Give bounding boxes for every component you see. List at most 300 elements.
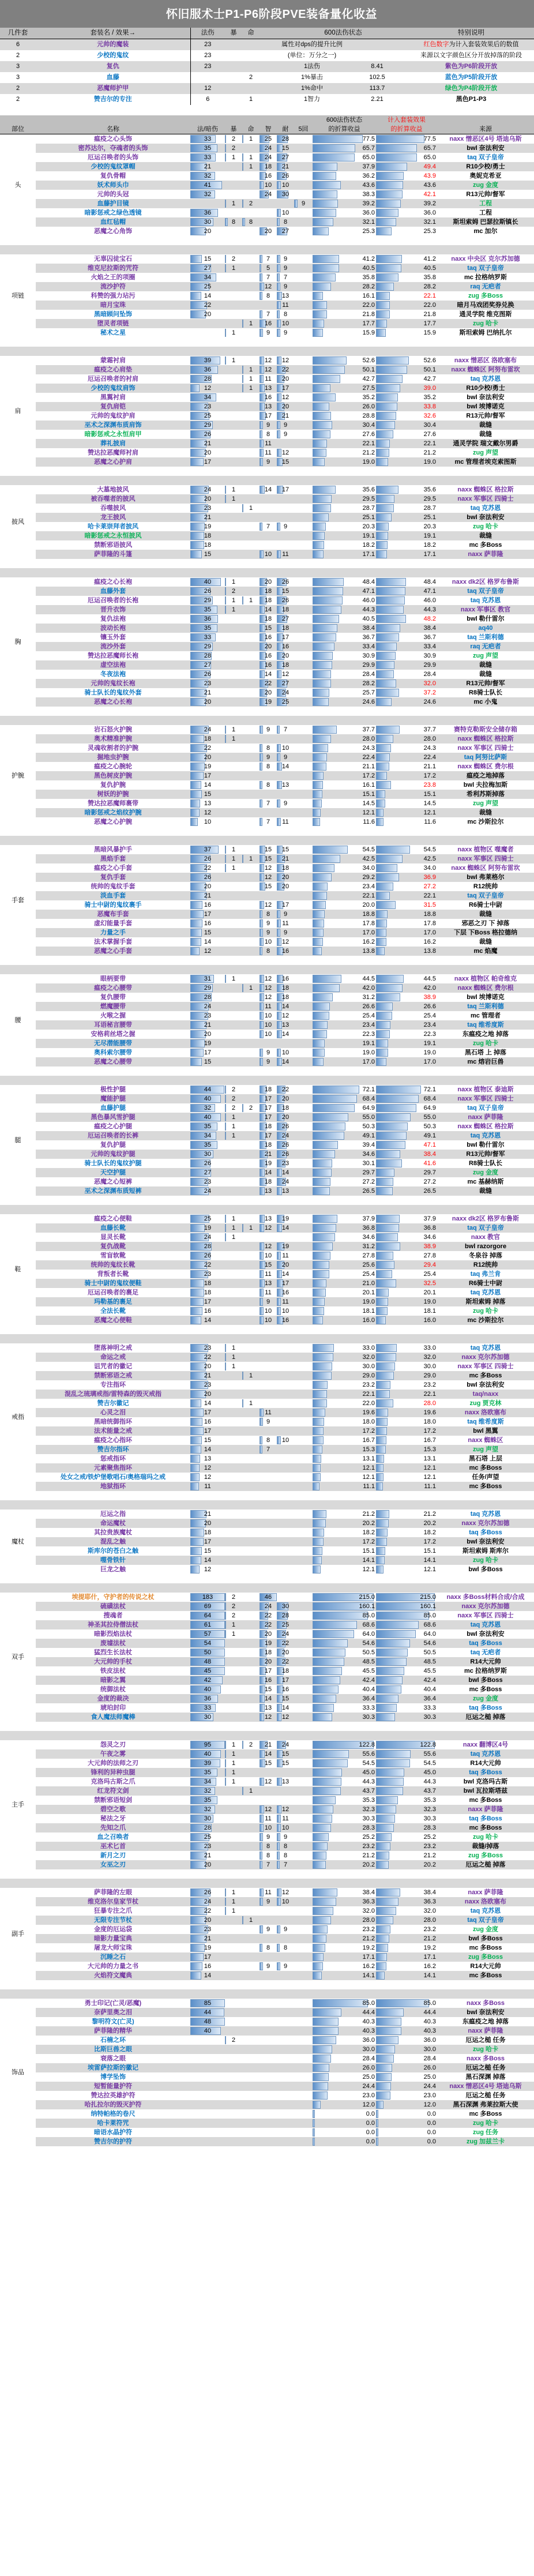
item-name[interactable]: 恶魔之心便鞋	[36, 1316, 190, 1325]
item-int	[260, 2128, 277, 2137]
item-name[interactable]: 维克尼拉斯的咒符	[36, 264, 190, 273]
item-name[interactable]: 赞达拉恶魔师裹带	[36, 799, 190, 808]
item-name[interactable]: 冬夜法袍	[36, 670, 190, 679]
item-name[interactable]: 背叛者长靴	[36, 1270, 190, 1279]
item-hit	[242, 1777, 260, 1786]
item-name[interactable]: 血红毡帽	[36, 217, 190, 227]
item-hit	[242, 2045, 260, 2054]
item-name[interactable]: 显灵长靴	[36, 1233, 190, 1242]
table-row	[0, 624, 534, 633]
item-name[interactable]: 纳特帕格的卷尺	[36, 2109, 190, 2119]
item-name[interactable]: 噬骨铁针	[36, 1556, 190, 1565]
item-name[interactable]: 黑暗统御指环	[36, 1417, 190, 1426]
table-row	[0, 2017, 534, 2026]
item-name[interactable]: 萨菲隆的精华	[36, 2026, 190, 2036]
item-spelldmg: 17	[190, 771, 225, 780]
item-name[interactable]: 斯库尔的苍白之触	[36, 1546, 190, 1556]
item-name[interactable]: 法术能量之戒	[36, 1426, 190, 1436]
item-gain-base: 21.2	[313, 1851, 376, 1860]
item-name[interactable]: 掘地虫护腕	[36, 753, 190, 762]
item-name[interactable]: 命运魔杖	[36, 1519, 190, 1528]
item-hit	[242, 882, 260, 891]
item-name[interactable]: 无限专注节杖	[36, 1916, 190, 1925]
item-name[interactable]: 赞吉尔徽记	[36, 1399, 190, 1408]
item-name[interactable]: 禁断邪语短剑	[36, 1796, 190, 1805]
item-name[interactable]: 血藤护腿	[36, 1103, 190, 1113]
item-name[interactable]: 克洛玛古斯之爪	[36, 1777, 190, 1786]
item-name[interactable]: 瘟疫之心护腿	[36, 1122, 190, 1131]
item-name[interactable]: 奥术精准护腕	[36, 734, 190, 743]
item-gain-base: 38.4	[313, 1888, 376, 1897]
item-spelldmg: 12	[190, 1463, 225, 1473]
item-name[interactable]: 赞吉尔指环	[36, 1445, 190, 1454]
item-name[interactable]: 黑暗风暴护手	[36, 845, 190, 854]
item-name[interactable]: 恶魔之心护腕	[36, 817, 190, 827]
item-name[interactable]: 血藤护目镜	[36, 199, 190, 208]
item-name[interactable]: 埃提耶什，守护者的传说之杖	[36, 1593, 190, 1602]
item-name[interactable]: 骑士中尉的鬼纹裹手	[36, 900, 190, 910]
item-gain-base: 28.2	[313, 679, 376, 688]
item-mp5	[294, 134, 313, 144]
item-name[interactable]: 巨龙之触	[36, 1565, 190, 1574]
item-name[interactable]: 奥科索尔腰带	[36, 1048, 190, 1057]
item-int	[260, 1916, 277, 1925]
item-name[interactable]: 元帅的鬼纹护腿	[36, 1150, 190, 1159]
item-mp5	[294, 891, 313, 900]
item-source: mc 管理者	[437, 1011, 534, 1020]
item-name[interactable]: 神圣其拉侍僧法杖	[36, 1620, 190, 1629]
item-name[interactable]: 萨菲隆的左眼	[36, 1888, 190, 1897]
item-spelldmg	[190, 2045, 225, 2054]
item-crit	[225, 670, 242, 679]
item-name[interactable]: 燃魔腰带	[36, 1002, 190, 1011]
item-name[interactable]: 诅咒者的徽记	[36, 1362, 190, 1371]
item-name[interactable]: 专注指环	[36, 1380, 190, 1390]
item-name[interactable]: 恶魔之心手套	[36, 947, 190, 956]
item-gain-base: 26.0	[313, 2063, 376, 2072]
item-name[interactable]: 黎明符文(亡灵)	[36, 2017, 190, 2026]
item-stamina: 10	[277, 1436, 294, 1445]
item-spelldmg: 20	[190, 1519, 225, 1528]
item-name[interactable]: 混乱之琉璃戒指/雷特森的毁灭戒指	[36, 1390, 190, 1399]
item-source: 黑石塔 上 掉落	[437, 1048, 534, 1057]
item-name[interactable]: 厄运召唤者的长裤	[36, 1131, 190, 1140]
section-gap-white	[0, 337, 534, 347]
item-name[interactable]: 猛烈生长法杖	[36, 1648, 190, 1657]
item-gain-setbonus: 30.9	[376, 651, 437, 660]
item-name[interactable]: 灵魂收割者的护腕	[36, 743, 190, 753]
item-name[interactable]: 萨菲隆的斗篷	[36, 550, 190, 559]
item-int: 25	[260, 134, 277, 144]
item-name[interactable]: 厄运召唤者的衬肩	[36, 374, 190, 384]
item-stamina: 16	[277, 1685, 294, 1694]
item-gain-base: 40.4	[313, 1685, 376, 1694]
item-name[interactable]: 大元帅的手杖	[36, 1657, 190, 1666]
item-name[interactable]: 虚空法袍	[36, 660, 190, 670]
item-name[interactable]: 比斯巨兽之眼	[36, 2045, 190, 2054]
item-name[interactable]: 沉睡之石	[36, 1952, 190, 1962]
item-gain-setbonus: 25.0	[376, 2072, 437, 2082]
item-name[interactable]: 恶魔之心短裤	[36, 1177, 190, 1186]
item-name[interactable]: 哈卡莱符咒	[36, 2119, 190, 2128]
item-name[interactable]: 暗影惩戒之永恒肩甲	[36, 430, 190, 439]
table-row	[0, 1593, 534, 1602]
item-hit	[242, 1048, 260, 1057]
item-name[interactable]: 黑焰手套	[36, 854, 190, 863]
item-spelldmg: 14	[190, 1316, 225, 1325]
item-mp5	[294, 273, 313, 282]
item-gain-base: 122.8	[313, 1740, 376, 1749]
table-row	[0, 1509, 534, 1519]
table-row	[0, 522, 534, 531]
item-name[interactable]: 暗影惩戒之绿色透镜	[36, 208, 190, 217]
item-name[interactable]: 堕灵者项链	[36, 319, 190, 328]
legend-trailing-gap	[0, 105, 534, 115]
item-int: 7	[260, 273, 277, 282]
item-hit	[242, 420, 260, 430]
item-name[interactable]: 复仇战靴	[36, 1242, 190, 1251]
item-source: R14大元帅	[437, 1657, 534, 1666]
item-name[interactable]: 维克洛尔皇家节杖	[36, 1897, 190, 1906]
section-part-label: 披风	[0, 485, 36, 559]
item-name[interactable]: 黑色暴风雪护腿	[36, 1113, 190, 1122]
item-name[interactable]: 虚幻能量手套	[36, 919, 190, 928]
item-name[interactable]: 血藤外套	[36, 587, 190, 596]
item-name[interactable]: 巫术之深渊布质肩饰	[36, 420, 190, 430]
item-spelldmg: 26	[190, 873, 225, 882]
item-name[interactable]: 心灵之泪	[36, 1408, 190, 1417]
item-name[interactable]: 天空护腿	[36, 1168, 190, 1177]
item-name[interactable]: 骑士中尉的鬼纹便鞋	[36, 1279, 190, 1288]
item-mp5	[294, 1002, 313, 1011]
item-name[interactable]: 恶魔之心角饰	[36, 227, 190, 236]
item-name[interactable]: 波动长袍	[36, 624, 190, 633]
item-name[interactable]: 赞达拉恶魔师衬肩	[36, 448, 190, 457]
item-crit: 1	[225, 605, 242, 614]
item-name[interactable]: 金度的裁决	[36, 1694, 190, 1703]
item-name[interactable]: 地狱指环	[36, 1482, 190, 1491]
item-crit	[225, 633, 242, 642]
item-name[interactable]: 奈萨里奥之泪	[36, 2008, 190, 2017]
item-name[interactable]: 统御法杖	[36, 1685, 190, 1694]
item-name[interactable]: 暗影力量宝典	[36, 1934, 190, 1943]
item-name[interactable]: 锋利的异种虫腿	[36, 1768, 190, 1777]
item-name[interactable]: 魔能护腿	[36, 1094, 190, 1103]
item-name[interactable]: 恶魔之心护肩	[36, 457, 190, 467]
item-mp5	[294, 900, 313, 910]
item-name[interactable]: 流沙护符	[36, 282, 190, 291]
item-name[interactable]: 暗影烈焰法杖	[36, 1629, 190, 1639]
item-name[interactable]: 暗语水晶护符	[36, 2128, 190, 2137]
item-mp5	[294, 799, 313, 808]
item-name[interactable]: 元帅的鬼纹长袍	[36, 679, 190, 688]
item-name[interactable]: 石楠之环	[36, 2036, 190, 2045]
item-name[interactable]: 少校的鬼纹肩饰	[36, 384, 190, 393]
item-name[interactable]: 琥珀封印	[36, 1703, 190, 1713]
item-name[interactable]: 镶玉外套	[36, 633, 190, 642]
item-gain-base: 20.3	[313, 522, 376, 531]
table-row	[0, 227, 534, 236]
section-gap-white	[0, 707, 534, 716]
item-mp5	[294, 854, 313, 863]
item-name[interactable]: 复仇法袍	[36, 614, 190, 624]
item-name[interactable]: 瘟疫之心指环	[36, 1436, 190, 1445]
item-name[interactable]: 暗影惩戒之永恒披风	[36, 531, 190, 540]
table-row	[0, 891, 534, 900]
section-part-label: 主手	[0, 1740, 36, 1869]
item-name[interactable]: 厄运之指	[36, 1509, 190, 1519]
item-name[interactable]: 复仇护腿	[36, 1140, 190, 1150]
item-name[interactable]: 流沙外套	[36, 642, 190, 651]
item-name[interactable]: 衰落之眼	[36, 2054, 190, 2063]
item-name[interactable]: 巫术匕首	[36, 1842, 190, 1851]
item-mp5	[294, 808, 313, 817]
item-crit	[225, 2100, 242, 2109]
item-name[interactable]: 复仇腰带	[36, 993, 190, 1002]
item-name[interactable]: 禁断邪语披风	[36, 540, 190, 550]
ratio-label: 1法伤	[278, 61, 346, 72]
item-stamina	[277, 1565, 294, 1574]
item-name[interactable]: 晋升衣饰	[36, 605, 190, 614]
item-name[interactable]: 龙王披风	[36, 513, 190, 522]
item-spelldmg: 31	[190, 974, 225, 983]
item-int: 18	[260, 596, 277, 605]
item-name[interactable]: 火焰之王的项圈	[36, 273, 190, 282]
item-name[interactable]: 极性护腿	[36, 1085, 190, 1094]
item-name[interactable]: 火焰符文魔典	[36, 1971, 190, 1980]
item-name[interactable]: 赞达拉英雄护符	[36, 2091, 190, 2100]
item-name[interactable]: 火喉之握	[36, 1011, 190, 1020]
item-name[interactable]: 淡血手套	[36, 891, 190, 900]
item-crit	[225, 1408, 242, 1417]
item-gain-setbonus: 40.3	[376, 2026, 437, 2036]
item-name[interactable]: 复仇骨帽	[36, 171, 190, 181]
item-name[interactable]: 力量之手	[36, 928, 190, 937]
item-name[interactable]: 铁皮法杖	[36, 1666, 190, 1676]
item-name[interactable]: 恶魔之心腰带	[36, 1057, 190, 1067]
item-name[interactable]: 硫磺法杖	[36, 1602, 190, 1611]
table-row	[0, 900, 534, 910]
item-name[interactable]: 瘟疫之心头饰	[36, 134, 190, 144]
item-name[interactable]: 瘟疫之心肩垫	[36, 365, 190, 374]
item-int: 8	[260, 947, 277, 956]
item-gain-setbonus: 16.7	[376, 1436, 437, 1445]
item-name[interactable]: 少校的鬼纹罩帽	[36, 162, 190, 171]
item-source: naxx dk2区 格罗布鲁斯	[437, 1214, 534, 1223]
item-name[interactable]: 骑士队长的鬼纹外套	[36, 688, 190, 697]
item-name[interactable]: 法术掌握手套	[36, 937, 190, 947]
item-hit	[242, 891, 260, 900]
item-name[interactable]: 屠龙大师宝珠	[36, 1943, 190, 1952]
item-int: 10	[260, 550, 277, 559]
hdr-name: 名称	[36, 125, 190, 134]
item-hit: 1	[242, 365, 260, 374]
item-crit: 1	[225, 1777, 242, 1786]
item-name[interactable]: 厄运召唤者的裹足	[36, 1288, 190, 1297]
item-source: bwl 奈法利安	[437, 1537, 534, 1546]
item-name[interactable]: 无尽潜能腰带	[36, 1039, 190, 1048]
table-row	[0, 1390, 534, 1399]
item-name[interactable]: 哈卡莱崇拜者披风	[36, 522, 190, 531]
item-crit	[225, 181, 242, 190]
item-name[interactable]: 瘟疫之心腕轮	[36, 762, 190, 771]
item-name[interactable]: 耳语秘言腰带	[36, 1020, 190, 1030]
item-name[interactable]: 大元帅的法师之刃	[36, 1759, 190, 1768]
item-name[interactable]: 新月之刃	[36, 1851, 190, 1860]
item-name[interactable]: 巫术之深渊布质短裤	[36, 1186, 190, 1196]
item-name[interactable]: 食人魔法师魔棒	[36, 1713, 190, 1722]
item-name[interactable]: 堕落神明之戒	[36, 1343, 190, 1353]
item-name[interactable]: 血藤长靴	[36, 1223, 190, 1233]
item-int: 20	[260, 1657, 277, 1666]
item-name[interactable]: 埃雷萨拉斯的徽记	[36, 2063, 190, 2072]
item-name[interactable]: 元素聚焦指环	[36, 1463, 190, 1473]
item-name[interactable]: 午夜之雾	[36, 1749, 190, 1759]
item-name[interactable]: 其拉贵族魔杖	[36, 1528, 190, 1537]
item-name[interactable]: 蒙霜衬肩	[36, 356, 190, 365]
item-name[interactable]: 先知之爪	[36, 1823, 190, 1833]
item-name[interactable]: 全法长靴	[36, 1306, 190, 1316]
item-name[interactable]: 厄运召唤者的长袍	[36, 596, 190, 605]
item-name[interactable]: 元帅的头冠	[36, 190, 190, 199]
item-name[interactable]: 勇士印记(亡灵/恶魔)	[36, 1999, 190, 2008]
item-name[interactable]: 黑翼衬肩	[36, 393, 190, 402]
item-source: mc 多Boss	[437, 1943, 534, 1952]
item-gain-setbonus: 54.6	[376, 1639, 437, 1648]
item-name[interactable]: 命运之戒	[36, 1353, 190, 1362]
item-gain-base: 23.2	[313, 1842, 376, 1851]
title-band	[0, 0, 534, 28]
item-mp5	[294, 448, 313, 457]
item-name[interactable]: 元帅的鬼纹护肩	[36, 411, 190, 420]
item-name[interactable]: 科赞的强力玷污	[36, 291, 190, 301]
item-name[interactable]: 树妖的护腕	[36, 790, 190, 799]
table-row	[0, 1473, 534, 1482]
table-row	[0, 1666, 534, 1676]
item-stamina: 12	[277, 1713, 294, 1722]
item-name[interactable]: 复仇手套	[36, 873, 190, 882]
item-gain-base: 12.0	[313, 2100, 376, 2109]
item-stamina	[277, 1426, 294, 1436]
item-gain-base: 32.0	[313, 1353, 376, 1362]
item-crit	[225, 808, 242, 817]
item-name[interactable]: 暗影之翼	[36, 1676, 190, 1685]
item-name[interactable]: 恶魔布手套	[36, 910, 190, 919]
item-source: mc 多Boss	[437, 540, 534, 550]
item-name[interactable]: 赞达拉恶魔师长袍	[36, 651, 190, 660]
item-name[interactable]: 惩戒指环	[36, 1454, 190, 1463]
item-name[interactable]: 搜魂者	[36, 1611, 190, 1620]
item-int: 7	[260, 310, 277, 319]
item-spelldmg: 23	[190, 1270, 225, 1279]
item-name[interactable]: 赞吉尔的护符	[36, 2137, 190, 2146]
item-name[interactable]: 黑暗顾问坠饰	[36, 310, 190, 319]
item-name[interactable]: 秘术之星	[36, 328, 190, 337]
item-stamina	[277, 790, 294, 799]
item-name[interactable]: 复仇肩铠	[36, 402, 190, 411]
item-name[interactable]: 统帅的鬼纹手套	[36, 882, 190, 891]
item-gain-base: 21.2	[313, 1934, 376, 1943]
item-source: naxx 萨菲隆	[437, 1113, 534, 1122]
item-name[interactable]: 狂暴专注之爪	[36, 1906, 190, 1916]
item-name[interactable]: 安格莉丝塔之握	[36, 1030, 190, 1039]
item-name[interactable]: 红龙符文剑	[36, 1786, 190, 1796]
item-name[interactable]: 怨灵之刃	[36, 1740, 190, 1749]
table-row	[0, 1454, 534, 1463]
item-name[interactable]: 玛勒基的裹足	[36, 1297, 190, 1306]
item-name[interactable]: 哈扎拉尔的毁灭护符	[36, 2100, 190, 2109]
item-int	[260, 513, 277, 522]
item-mp5	[294, 1639, 313, 1648]
item-name[interactable]: 岩石怒火护腕	[36, 725, 190, 734]
item-int	[260, 540, 277, 550]
item-name[interactable]: 金度的厄运袋	[36, 1925, 190, 1934]
item-name[interactable]: 瘟疫之心腰带	[36, 983, 190, 993]
item-name[interactable]: 复仇护腕	[36, 780, 190, 790]
item-spelldmg: 34	[190, 1131, 225, 1140]
table-row	[0, 1242, 534, 1251]
item-name[interactable]: 禁断邪语之戒	[36, 1371, 190, 1380]
item-name[interactable]: 恶魔之心长袍	[36, 697, 190, 707]
item-name[interactable]: 秘法之牙	[36, 1814, 190, 1823]
item-source: bwl 勒什雷尔	[437, 614, 534, 624]
item-name[interactable]: 瘟疫之心长袍	[36, 577, 190, 587]
item-name[interactable]: 葬礼披肩	[36, 439, 190, 448]
item-name[interactable]: 混乱之触	[36, 1537, 190, 1546]
item-name[interactable]: 瘟疫之心便鞋	[36, 1214, 190, 1223]
item-gain-setbonus: 24.6	[376, 697, 437, 707]
item-name[interactable]: 女巫之刃	[36, 1860, 190, 1869]
item-name[interactable]: 大墓地披风	[36, 485, 190, 494]
item-gain-setbonus: 22.1	[376, 891, 437, 900]
item-name[interactable]: 瘟疫之心手套	[36, 863, 190, 873]
hdr-spacer-hit	[242, 115, 260, 125]
item-name[interactable]: 暗月宝珠	[36, 301, 190, 310]
item-source: R14大元帅	[437, 1759, 534, 1768]
item-name[interactable]: 厄运召唤者的头饰	[36, 153, 190, 162]
item-name[interactable]: 妖术师头巾	[36, 181, 190, 190]
item-source: zug 多Boss	[437, 1952, 534, 1962]
item-gain-base: 38.4	[313, 624, 376, 633]
item-hit	[242, 1749, 260, 1759]
item-name[interactable]: 骑士队长的鬼纹护腿	[36, 1159, 190, 1168]
item-gain-base: 32.0	[313, 1906, 376, 1916]
item-name[interactable]: 被吞噬者的披风	[36, 494, 190, 504]
item-name[interactable]: 处女之戒/铁炉堡歌唱石/奥格瑞玛之戒	[36, 1473, 190, 1482]
item-name[interactable]: 博学坠饰	[36, 2072, 190, 2082]
item-name[interactable]: 统帅的鬼纹长靴	[36, 1260, 190, 1270]
item-name[interactable]: 大元帅的力量之书	[36, 1962, 190, 1971]
item-name[interactable]: 雪盲软靴	[36, 1251, 190, 1260]
item-mp5	[294, 1593, 313, 1602]
item-mp5	[294, 993, 313, 1002]
item-name[interactable]: 废墟法杖	[36, 1639, 190, 1648]
item-name[interactable]: 密苏达尔，夺魂者的头饰	[36, 144, 190, 153]
item-name[interactable]: 血之召唤者	[36, 1833, 190, 1842]
item-name[interactable]: 短暂能量护符	[36, 2082, 190, 2091]
item-name[interactable]: 眼柄要带	[36, 974, 190, 983]
item-gain-base: 85.0	[313, 1999, 376, 2008]
item-name[interactable]: 碧空之歌	[36, 1805, 190, 1814]
item-name[interactable]: 黑色树皮护腕	[36, 771, 190, 780]
item-spelldmg: 35	[190, 1796, 225, 1805]
table-row	[0, 1833, 534, 1842]
item-name[interactable]: 无辜囚徒宝石	[36, 254, 190, 264]
item-source: taq 克苏恩	[437, 1749, 534, 1759]
item-name[interactable]: 暗影惩戒之焰纹护腕	[36, 808, 190, 817]
item-crit	[225, 660, 242, 670]
item-name[interactable]: 吞噬披风	[36, 504, 190, 513]
